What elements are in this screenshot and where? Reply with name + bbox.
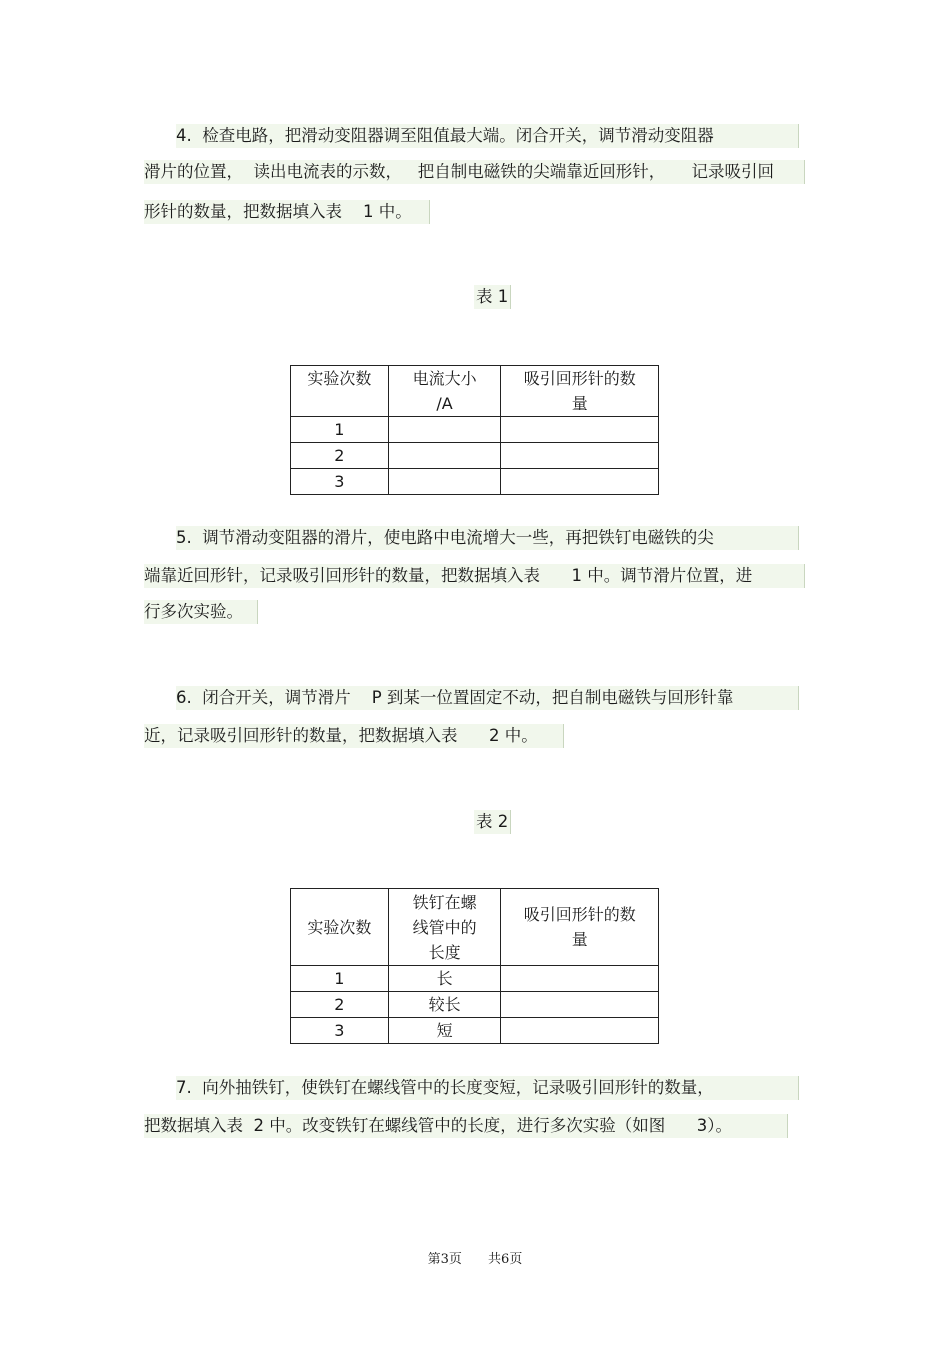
table2-cell (501, 966, 659, 992)
para5-line1: 5. 调节滑动变阻器的滑片，使电路中电流增大一些，再把铁钉电磁铁的尖 (176, 526, 799, 550)
table2-header-trial: 实验次数 (291, 889, 389, 966)
para4-line3: 形针的数量，把数据填入表 1 中。 (144, 200, 430, 224)
table2-cell: 较长 (388, 992, 501, 1018)
table1-header-current: 电流大小 /A (388, 366, 501, 417)
table1-cell: 2 (291, 443, 389, 469)
para6-line1: 6. 闭合开关，调节滑片 P 到某一位置固定不动，把自制电磁铁与回形针靠 (176, 686, 799, 710)
para4-line2: 滑片的位置， 读出电流表的示数， 把自制电磁铁的尖端靠近回形针， 记录吸引回 (144, 160, 805, 184)
table2 (290, 888, 659, 1044)
para4-line1: 4. 检查电路，把滑动变阻器调至阻值最大端。闭合开关，调节滑动变阻器 (176, 124, 799, 148)
para6-line2: 近，记录吸引回形针的数量，把数据填入表 2 中。 (144, 724, 564, 748)
para7-line1: 7. 向外抽铁钉，使铁钉在螺线管中的长度变短，记录吸引回形针的数量， (176, 1076, 799, 1100)
table2-header-clips: 吸引回形针的数 量 (501, 889, 659, 966)
table2-header-nail-length: 铁钉在螺 线管中的 长度 (388, 889, 501, 966)
table2-cell: 1 (291, 966, 389, 992)
table2-cell: 短 (388, 1018, 501, 1044)
para5-line2: 端靠近回形针，记录吸引回形针的数量，把数据填入表 1 中。调节滑片位置，进 (144, 564, 805, 588)
table1-cell (501, 417, 659, 443)
table2-cell: 2 (291, 992, 389, 1018)
table1-cell (501, 443, 659, 469)
table1-header-trial: 实验次数 (291, 366, 389, 417)
table2-cell (501, 1018, 659, 1044)
para5-line3: 行多次实验。 (144, 600, 258, 624)
table2-cell: 3 (291, 1018, 389, 1044)
table1-cell (388, 443, 501, 469)
table2-cell: 长 (388, 966, 501, 992)
table1-cell: 3 (291, 469, 389, 495)
para7-line2: 把数据填入表 2 中。改变铁钉在螺线管中的长度，进行多次实验（如图 3）。 (144, 1114, 788, 1138)
page-number: 第3页 共6页 (427, 1252, 523, 1267)
table1-cell (501, 469, 659, 495)
table1-cell: 1 (291, 417, 389, 443)
table2-caption: 表 2 (474, 810, 511, 834)
table1-cell (388, 417, 501, 443)
table2-cell (501, 992, 659, 1018)
table1 (290, 365, 659, 495)
table1-caption: 表 1 (474, 285, 511, 309)
table1-header-clips: 吸引回形针的数 量 (501, 366, 659, 417)
table1-cell (388, 469, 501, 495)
